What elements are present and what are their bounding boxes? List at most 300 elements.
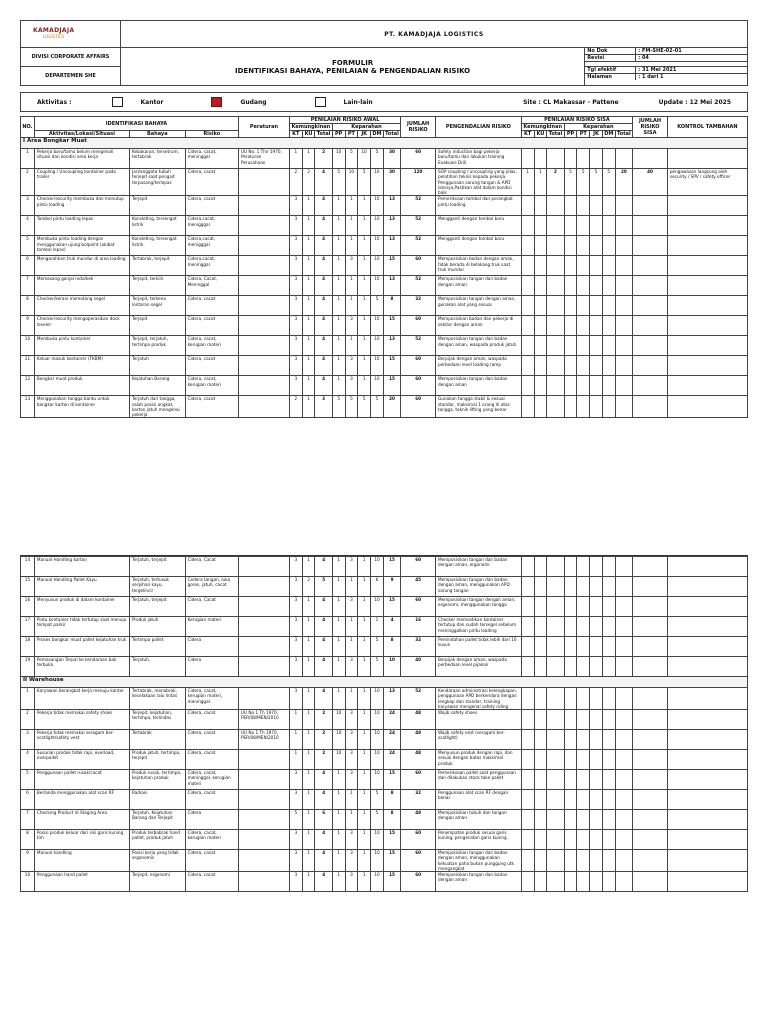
activity-cell: Pekerja tidak memakai safety shoes [34,710,129,730]
score-cell: 1 [332,830,345,850]
col-no: NO. [21,117,35,138]
score-cell: 2 [302,577,315,597]
residual-score-cell [577,216,590,236]
risk-table [20,116,748,418]
residual-score-cell [547,617,564,637]
residual-score-cell [564,730,577,750]
score-cell: 4 [383,617,400,637]
meta-value: : 31 Mei 2021 [636,67,747,74]
additional-control-cell [667,577,747,597]
residual-score-cell [564,597,577,617]
risk-cell: Cidera, cacat, kerugian materi [185,336,238,356]
risk-table-continued [20,556,748,892]
control-cell: Berpijak dengan aman, waspada perbedaan level pijakan [436,657,522,677]
table-row [21,750,748,770]
additional-control-cell [667,830,747,850]
residual-score-cell [615,356,632,376]
col-total-sisa: Total [548,131,563,137]
row-number: 3 [21,730,35,750]
table-row [21,557,748,577]
residual-score-cell [547,810,564,830]
residual-score-cell [521,710,534,730]
score-cell: 10 [332,710,345,730]
hazard-cell: Tertabrak, menabrak, kecelakaan lalu lintas [129,688,185,710]
additional-control-cell [667,597,747,617]
additional-control-cell [667,149,747,169]
score-cell: 3 [345,750,358,770]
control-cell: Menyusun produk dengan rapi, dan sesuai dengan batas maksimal produk [436,750,522,770]
residual-score-cell [602,356,615,376]
table-row [21,236,748,256]
residual-score-cell [521,597,534,617]
residual-score-cell [615,276,632,296]
control-cell: Berpijak dengan aman, waspada perbedaan level loading ramp [435,356,521,376]
meta-key: Revisi [585,55,636,62]
score-cell: 1 [358,296,371,316]
table-row [21,149,748,169]
score-cell: 3 [289,850,302,872]
residual-score-cell [547,216,564,236]
residual-score-cell [577,770,590,790]
activity-cell: Membuka pintu kontainer [34,336,129,356]
residual-score-cell: 2 [547,169,564,196]
additional-control-cell [667,376,747,396]
col-pp-sisa: PP [564,131,577,138]
score-cell: 1 [302,830,315,850]
risk-total-cell: 60 [401,872,436,892]
score-cell: 10 [371,770,384,790]
col-bahaya: Bahaya [129,131,185,138]
score-cell: 5 [371,637,384,657]
table-body-continued [21,557,748,892]
residual-score-cell [564,336,577,356]
score-cell: 15 [383,376,400,396]
additional-control-cell [667,236,747,256]
score-cell: 1 [332,688,345,710]
residual-score-cell [547,688,564,710]
residual-score-cell [590,577,603,597]
residual-score-cell [590,396,603,418]
residual-score-cell [534,396,547,418]
regulation-cell [238,356,289,376]
table-body [21,138,748,418]
activity-cell: Membuka pintu loading dengan menggunakan ujung bolpoint (akibat tombol lepas) [34,236,129,256]
row-number: 10 [21,336,35,356]
score-cell: 1 [302,196,315,216]
col-penilaian-awal: PENILAIAN RISIKO AWAL [289,117,400,124]
residual-score-cell [547,790,564,810]
residual-score-cell [547,710,564,730]
activity-cell: Mengarahkan truk mundur di area loading [34,256,129,276]
score-cell: 1 [345,617,358,637]
control-cell: Memposisikan badan dan pekerja di sekitar dengan aman [435,316,521,336]
residual-score-cell [547,597,564,617]
risk-cell: Cidera, cacat [185,169,238,196]
score-cell: 3 [289,256,302,276]
score-cell: 1 [302,557,315,577]
activity-cell: Posisi produk keluar dari sisi garis kuning tim [34,830,129,850]
risk-total-cell: 60 [401,149,436,169]
residual-score-cell [590,336,603,356]
residual-score-cell [521,316,534,336]
gudang-checkbox[interactable] [211,97,222,107]
residual-score-cell [602,396,615,418]
residual-score-cell [615,617,632,637]
score-cell: 10 [371,597,384,617]
score-cell: 10 [371,850,384,872]
residual-score-cell [577,617,590,637]
additional-control-cell [667,216,747,236]
score-cell: 3 [289,597,302,617]
residual-score-cell [577,597,590,617]
residual-score-cell [602,688,615,710]
company-name: PT. KAMADJAJA LOGISTICS [120,21,747,48]
residual-score-cell [521,149,534,169]
residual-score-cell [564,637,577,657]
residual-score-cell [577,577,590,597]
lain-lain-checkbox[interactable] [315,97,326,107]
table-row [21,316,748,336]
risk-cell: Kerugian materi [185,617,238,637]
row-number: 4 [21,750,35,770]
residual-score-cell [615,710,632,730]
residual-score-cell [534,316,547,336]
score-cell: 1 [358,577,371,597]
residual-score-cell [547,396,564,418]
score-cell: 3 [289,356,302,376]
score-cell: 1 [289,730,302,750]
residual-score-cell [534,810,547,830]
residual-score-cell [615,336,632,356]
activity-cell: Checker/security mengoperasikan dock leveler [34,316,129,336]
additional-control-cell [667,770,747,790]
score-cell: 1 [332,216,345,236]
residual-score-cell [602,296,615,316]
residual-score-cell [521,830,534,850]
residual-score-cell [577,850,590,872]
col-risiko: Risiko [185,131,238,138]
residual-score-cell [564,790,577,810]
residual-total-cell [633,617,668,637]
kantor-checkbox[interactable] [112,97,123,107]
residual-score-cell [564,396,577,418]
control-cell: SOP coupling / uncoupling yang jelas, pelatihan teknis kepada pekerja. Penggunaan sarung tangan & APD lainnya,Pastikan alat dalam kondisi baik [435,169,521,196]
residual-score-cell [521,236,534,256]
lain-lain-label: Lain-lain [343,98,373,106]
table-row [21,216,748,236]
hazard-cell: Konsleting, tersengat listrik [129,216,185,236]
risk-cell: Cidera, cacat [185,710,238,730]
activity-cell: Tombol pintu loading lepas [34,216,129,236]
residual-score-cell [564,236,577,256]
residual-score-cell [590,770,603,790]
additional-control-cell [667,336,747,356]
residual-score-cell [534,376,547,396]
residual-score-cell [615,750,632,770]
document-page-2 [20,555,748,1025]
residual-score-cell [521,577,534,597]
residual-total-cell [633,872,668,892]
activity-cell: Pekerja baru/tamu belum mengenali situasi dan kondisi area kerja [34,149,129,169]
residual-score-cell [564,750,577,770]
residual-score-cell [602,637,615,657]
risk-cell: Cidera, cacat, meninggal [185,149,238,169]
score-cell: 3 [345,356,358,376]
score-cell: 1 [358,770,371,790]
additional-control-cell [667,850,747,872]
residual-score-cell [547,750,564,770]
score-cell: 10 [358,149,371,169]
score-cell: 1 [302,810,315,830]
table-row [21,276,748,296]
control-cell: Memposisikan tangan dengan aman, ergonomi, menggunakan tangga [436,597,522,617]
row-number: 19 [21,657,35,677]
score-cell: 2 [315,149,332,169]
regulation-cell [238,657,289,677]
residual-total-cell [633,597,668,617]
score-cell: 1 [302,336,315,356]
hazard-cell: Tertimpa pallet [129,637,185,657]
score-cell: 1 [332,810,345,830]
additional-control-cell [667,557,747,577]
score-cell: 5 [345,396,358,418]
residual-score-cell: 5 [590,169,603,196]
residual-score-cell [590,196,603,216]
score-cell: 4 [315,830,332,850]
score-cell: 1 [302,617,315,637]
residual-score-cell [602,196,615,216]
score-cell: 4 [315,296,332,316]
meta-value: : 04 [636,55,747,62]
score-cell: 1 [358,872,371,892]
col-kt: KT [289,131,302,138]
residual-score-cell [521,637,534,657]
risk-cell: Cidera [185,637,238,657]
residual-score-cell [534,557,547,577]
score-cell: 10 [371,169,384,196]
hazard-cell: Terjepit, terjatuh, tertimpa produk [129,336,185,356]
residual-score-cell [534,276,547,296]
risk-cell: Cidera, cacat [185,872,238,892]
score-cell: 5 [358,169,371,196]
residual-score-cell [521,276,534,296]
score-cell: 13 [383,196,400,216]
row-number: 9 [21,850,35,872]
meta-key: Tgl efektif [585,67,636,74]
score-cell: 3 [289,872,302,892]
residual-score-cell [547,256,564,276]
residual-score-cell [564,710,577,730]
residual-total-cell [633,296,668,316]
residual-score-cell [547,149,564,169]
risk-total-cell: 60 [401,850,436,872]
score-cell: 1 [302,657,315,677]
residual-total-cell: 40 [633,169,668,196]
score-cell: 15 [383,872,400,892]
score-cell: 3 [345,850,358,872]
risk-total-cell: 52 [401,236,436,256]
residual-score-cell [564,149,577,169]
risk-total-cell: 16 [401,617,436,637]
risk-cell: Cidera, cacat [185,730,238,750]
control-cell: Penggunaan alat scan RF dengan benar [436,790,522,810]
score-cell: 5 [371,810,384,830]
regulation-cell [238,830,289,850]
regulation-cell [238,256,289,276]
risk-cell: Cedera tangan, luka gores, jatuh, cacat [185,577,238,597]
hazard-cell: Terjatuh, tertusuk serpihan kayu, tergelincir [129,577,185,597]
score-cell: 2 [315,710,332,730]
residual-score-cell [590,730,603,750]
risk-total-cell: 120 [401,169,436,196]
score-cell: 1 [358,850,371,872]
table-row [21,396,748,418]
score-cell: 1 [358,830,371,850]
residual-score-cell [577,830,590,850]
residual-score-cell [564,356,577,376]
score-cell: 10 [332,149,345,169]
score-cell: 2 [302,169,315,196]
risk-total-cell: 60 [401,356,436,376]
residual-score-cell [602,149,615,169]
regulation-cell [238,790,289,810]
residual-total-cell [633,376,668,396]
residual-score-cell [615,637,632,657]
hazard-cell: Kejatuhan Barang [129,376,185,396]
residual-score-cell [534,296,547,316]
score-cell: 1 [345,216,358,236]
row-number: 2 [21,169,35,196]
company-logo [21,21,121,48]
residual-total-cell [633,830,668,850]
regulation-cell [238,770,289,790]
residual-score-cell [615,688,632,710]
score-cell: 10 [371,216,384,236]
score-cell: 10 [371,276,384,296]
score-cell: 10 [371,688,384,710]
risk-total-cell: 32 [401,637,436,657]
section-heading: II Warehouse [21,677,748,688]
score-cell: 15 [383,770,400,790]
regulation-cell [238,617,289,637]
activity-cell: Checker/kerani memotong segel [34,296,129,316]
score-cell: 1 [358,216,371,236]
score-cell: 1 [358,617,371,637]
control-cell: Pemeriksaan tombol dan perangkat pintu loading [435,196,521,216]
residual-score-cell [564,770,577,790]
residual-total-cell [633,688,668,710]
residual-score-cell [521,617,534,637]
score-cell: 4 [315,376,332,396]
residual-score-cell [615,577,632,597]
regulation-cell: UU No 1 Th 1970, PER/08/MEN/2010 [238,730,289,750]
activity-cell: Menggunakan tangga bantu untuk bongkar karton di kontainer [34,396,129,418]
score-cell: 15 [383,557,400,577]
score-cell: 1 [332,196,345,216]
score-cell: 1 [345,790,358,810]
row-number: 4 [21,216,35,236]
score-cell: 10 [371,256,384,276]
score-cell: 24 [383,710,400,730]
score-cell: 4 [315,657,332,677]
residual-score-cell [534,710,547,730]
residual-score-cell [615,810,632,830]
residual-score-cell [521,750,534,770]
risk-total-cell: 60 [401,316,436,336]
score-cell: 1 [302,256,315,276]
additional-control-cell [667,657,747,677]
activity-cell: Pintu kontainer tidak tertutup saat menuju tempat parkir [34,617,129,637]
score-cell: 1 [345,296,358,316]
score-cell: 1 [358,236,371,256]
regulation-cell [238,872,289,892]
residual-total-cell [633,657,668,677]
score-cell: 3 [289,830,302,850]
residual-score-cell [547,830,564,850]
residual-score-cell [547,196,564,216]
table-row [21,688,748,710]
regulation-cell: UU No. 1 Thn 1970, Peraturan Perusahaan [238,149,289,169]
residual-score-cell [547,850,564,872]
risk-cell: Cidera, cacat, kerugian materi [185,376,238,396]
residual-score-cell [602,830,615,850]
residual-score-cell [521,790,534,810]
residual-score-cell [590,688,603,710]
score-cell: 4 [315,770,332,790]
score-cell: 1 [302,216,315,236]
residual-score-cell [590,557,603,577]
hazard-cell: Produk jatuh, tertimpa, terjepit [129,750,185,770]
residual-score-cell [602,710,615,730]
hazard-cell: Terjatuh [129,356,185,376]
score-cell: 4 [315,169,332,196]
residual-score-cell [534,196,547,216]
hazard-cell: Produk terbabrak hand pallet, produk jatuh [129,830,185,850]
table-row [21,637,748,657]
residual-score-cell [564,316,577,336]
score-cell: 1 [332,316,345,336]
residual-score-cell [564,688,577,710]
additional-control-cell [667,396,747,418]
score-cell: 10 [371,557,384,577]
residual-score-cell [534,657,547,677]
residual-score-cell [590,790,603,810]
activity-cell: Manual Handling Pallet Kayu [34,577,129,597]
residual-score-cell [564,296,577,316]
score-cell: 1 [345,637,358,657]
risk-total-cell: 48 [401,810,436,830]
score-cell: 3 [289,657,302,677]
residual-score-cell [590,276,603,296]
col-jk-sisa: JK [590,131,603,138]
residual-score-cell [547,356,564,376]
score-cell: 15 [383,850,400,872]
residual-score-cell [590,356,603,376]
score-cell: 1 [302,296,315,316]
control-cell: Memposisikan tubuh dan tangan dengan aman [436,810,522,830]
table-row [21,196,748,216]
score-cell: 1 [332,557,345,577]
row-number: 7 [21,276,35,296]
score-cell: 3 [345,770,358,790]
score-cell: 15 [383,356,400,376]
score-cell: 13 [383,336,400,356]
division-label: DIVISI CORPORATE AFFAIRS [21,48,121,67]
score-cell: 1 [332,336,345,356]
residual-score-cell [590,750,603,770]
score-cell: 1 [345,236,358,256]
risk-cell: Cidera, cacat, kerugian materi [185,830,238,850]
